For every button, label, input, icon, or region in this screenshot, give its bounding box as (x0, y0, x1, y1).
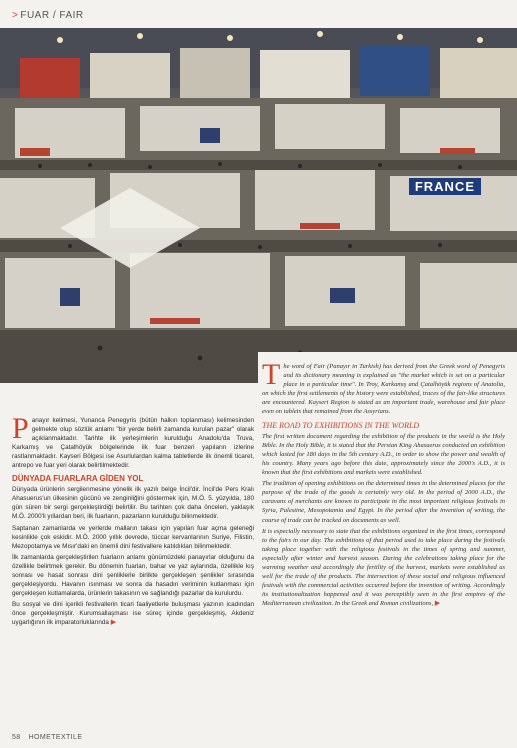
english-paragraph-1: The first written document regarding the exhibition of the products in the world is the Holy Bible. In the Holy Bible, it is stated that the Persian King Ahasuerus conducted an exhibition which lasted for 180 days in the 5th century A.D., in order to show the power and wealth of his country. Many years ago before this date, approximately since the 2000's A.D., it is known that the first exhibitions and markets were established. (262, 432, 505, 477)
exhibition-hall-photo (0, 28, 517, 383)
english-paragraph-3 (262, 527, 505, 609)
section-label (12, 10, 84, 21)
page-footer (12, 734, 82, 741)
turkish-paragraph-1: Dünyada ürünlerin sergilenmesine yönelik ilk yazılı belge İncil'dir. İncil'de Pers Kralı Ahasuerus'un ülkesinin gücünü ve zenginliğini göstermek için, M.Ö. 5. yüzyılda, 180 gün süren bir sergi gerçekleştirdiği belirtilir. Bu tarihten çok daha önceleri, yaklaşık M.Ö. 2000'li yıllardan beri, ilk fuarların, pazarların kurulduğu bilinmektedir. (12, 486, 254, 521)
english-paragraph-2: The tradition of opening exhibitions on the determined times in the determined places for the purpose of the trade of the goods is certainly very old. In the period of 2000 A.D., the caravans of merchants are known to participate in the most important religious festivals in Syria, Palestine, Mesopotamia and Egypt. In the period after the invention of writing, the course of trade can be tracked on documents as well. (262, 480, 505, 524)
turkish-paragraph-4-text: Bu sosyal ve dini içerikli festivallerin ticari faaliyetlerle buluşması yazının icadından önce gerçekleşmiştir. Kurumsallaşması ise süreç içinde gerçekleşmiş, Akdeniz uygarlığının ilk imparatorluklarında (12, 600, 254, 626)
turkish-heading: DÜNYADA FUARLARA GİDEN YOL (12, 474, 144, 484)
continue-arrow-icon: ▶ (434, 599, 441, 608)
english-intro (262, 358, 505, 417)
turkish-paragraph-2: Saptanan zamanlarda ve yerlerde malların takası için yapılan fuar açma geleneği kesinlikle çok eskidir. M.Ö. 2000 yıllık devrede, tüccar kervanlarının Suriye, Filistin, Mezopotamya ve Mısır'daki en önemli dini festivallere katıldıkları bilinmektedir. (12, 524, 254, 550)
page-number: 58 (12, 734, 21, 741)
english-paragraph-3-text: It is especially necessary to state that the exhibitions organized in the first times, correspond to the fairs in our day. The exhibitions of that period used to take place during the festivals taking place together with the religious festivals in the times of spring and summer, especially after winter and harvest season. During the celebrations taking place for the warming weather and accordingly the fertility of the harvest, markets were established as well for the trade of the products. The intersection of these social and religious influenced festivals with the commercial activities occurred before the invention of writing. Accordingly its institutionalization happened and it was perceptibly seen in the first empires of the Mediterranean civilization. In the Greek and Roman civilizations, (262, 527, 505, 608)
english-column (262, 358, 505, 610)
photo-illustration (0, 28, 517, 383)
turkish-dropcap: P (12, 412, 29, 445)
turkish-paragraph-3: İlk zamanlarda gerçekleştirilen fuarların anlamı günümüzdeki panayırlar olduğunu da özellikle belirtmek gerekir. Bu dönemin fuarları, bahar ve yaz aylarında, özellikle kış sonrası ve hasat sonrası dini şenliklerle birlikte gerçekleşen şenlikler sırasında gerçekleşiyordu. Havanın ısınması ve sonra da hasadın veriminin kutlanması için gerçekleşen kutlamalarda, ürünlerin takasının ve sağlandığı pazarlar da kurulurdu. (12, 553, 254, 597)
france-banner: FRANCE (409, 178, 481, 195)
section-arrow: > (12, 10, 19, 21)
turkish-intro (12, 412, 254, 470)
english-intro-text: he word of Fair (Panayır in Turkish) has derived from the Greek word of Penegyris and its dictionary meaning is explained as "the market which is set on a particular place in a particular time". In Troy, Karkamış and Çatalhöyük regions of Anatolia, on which the first settlements of the history were established, traces of the fair-like structures are encountered. Kayseri Region is stated as an important trade, warehouse and fair place even on tablets that remained from the Assyrians. (262, 363, 505, 416)
english-heading: THE ROAD TO EXHIBITIONS IN THE WORLD (262, 420, 420, 430)
turkish-paragraph-4 (12, 600, 254, 627)
english-dropcap: T (262, 358, 281, 391)
turkish-intro-text: anayır kelimesi, Yunanca Penegyris (bütün halkın toplanması) kelimesinden gelmekte olup sözlük anlamı "bir yerde belirli zamanda kurulan pazar" olarak açıklanmaktadır. Tarihte ilk yerleşimlerin kurulduğu Anadolu'da Truva, Karkamış ve Çatalhöyük bölgelerinde ilk fuar benzeri yapıların izlerine rastlanmaktadır. Kayseri Bölgesi ise Asurlulardan kalma tabletlerde ilk önemli ticaret, antrepo ve fuar yeri olarak belirtilmektedir. (12, 417, 254, 470)
section-title: FUAR / FAIR (20, 10, 84, 21)
continue-arrow-icon: ▶ (110, 618, 117, 626)
magazine-name: HOMETEXTILE (28, 734, 83, 741)
turkish-column (12, 412, 254, 629)
